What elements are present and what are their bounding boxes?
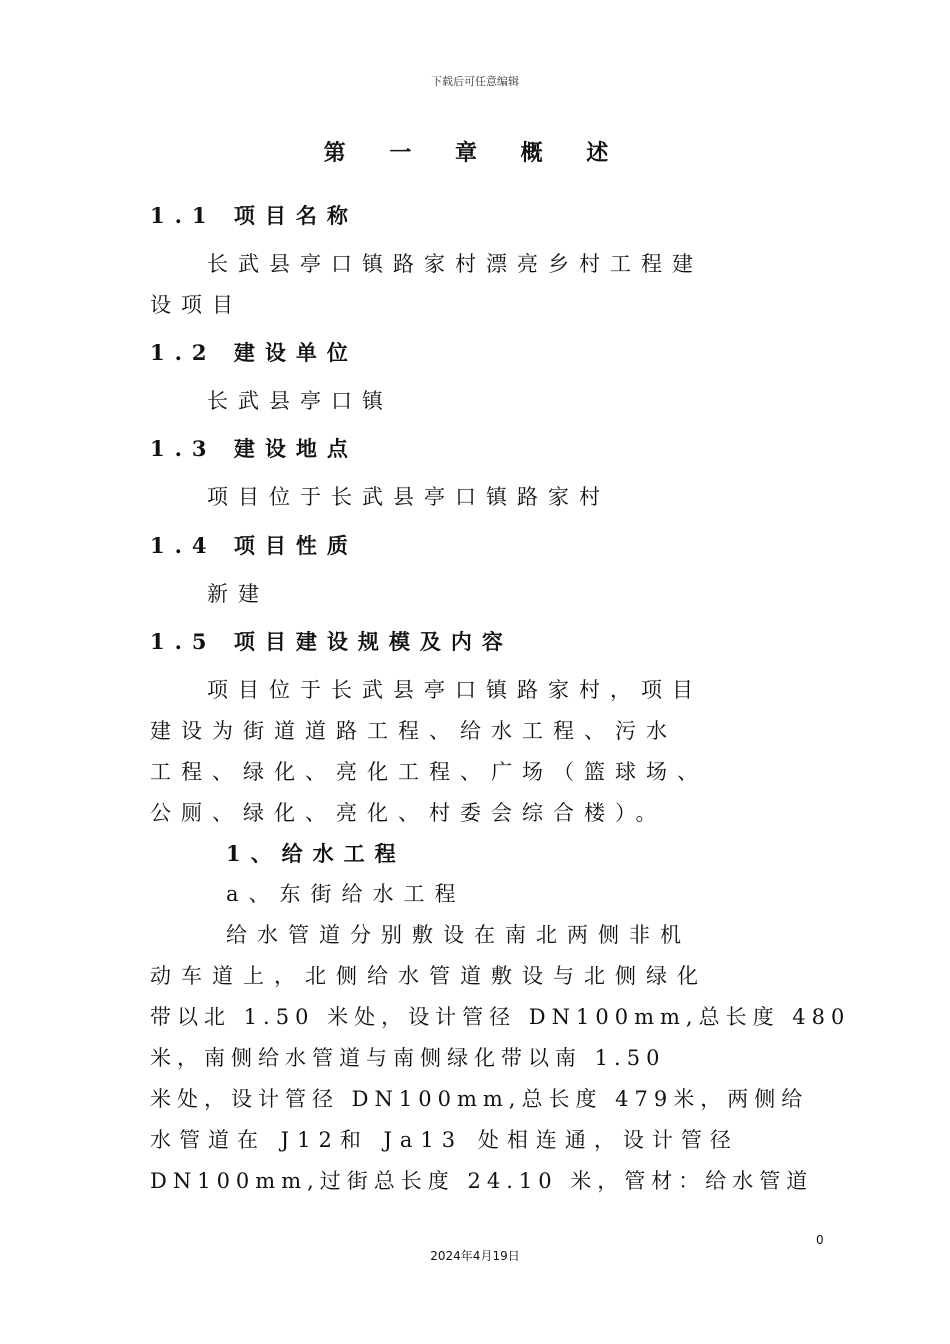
paragraph-line: 带以北 1.50 米处，设计管径 DN100mm,总长度 480 <box>150 1005 851 1029</box>
paragraph-line: 给水管道分别敷设在南北两侧非机 <box>226 923 691 947</box>
paragraph-line: 项目位于长武县亭口镇路家村，项目 <box>207 678 703 702</box>
section-heading: 1.5 项目建设规模及内容 <box>150 629 513 654</box>
paragraph-line: 动车道上，北侧给水管道敷设与北侧绿化 <box>150 964 708 988</box>
paragraph-line: 长武县亭口镇 <box>207 389 393 413</box>
paragraph-line: 水管道在 J12和 Ja13 处相连通，设计管径 <box>150 1128 739 1152</box>
section-heading: 1.2 建设单位 <box>150 340 358 365</box>
section-heading: 1.4 项目性质 <box>150 533 358 558</box>
paragraph-line: 设项目 <box>150 293 243 317</box>
page-number: 0 <box>816 1233 824 1247</box>
chapter-title: 第 一 章 概 述 <box>323 140 627 166</box>
subsection-label: a、东街给水工程 <box>226 882 466 906</box>
paragraph-line: 公厕、绿化、亮化、村委会综合楼）。 <box>150 801 667 825</box>
paragraph-line: 工程、绿化、亮化工程、广场（篮球场、 <box>150 760 708 784</box>
paragraph-line: 米处，设计管径 DN100mm,总长度 479米，两侧给 <box>150 1087 809 1111</box>
paragraph-line: 长武县亭口镇路家村漂亮乡村工程建 <box>207 252 703 276</box>
subsection-heading: 1、给水工程 <box>226 841 406 866</box>
footer-date: 2024年4月19日 <box>430 1249 520 1263</box>
page-header: 下载后可任意编辑 <box>431 75 519 88</box>
paragraph-line: 项目位于长武县亭口镇路家村 <box>207 485 610 509</box>
paragraph-line: 建设为街道道路工程、给水工程、污水 <box>150 719 677 743</box>
section-heading: 1.1 项目名称 <box>150 203 358 228</box>
paragraph-line: DN100mm,过街总长度 24.10 米，管材：给水管道 <box>150 1169 814 1193</box>
section-heading: 1.3 建设地点 <box>150 436 358 461</box>
paragraph-line: 新建 <box>207 582 269 606</box>
paragraph-line: 米，南侧给水管道与南侧绿化带以南 1.50 <box>150 1046 666 1070</box>
